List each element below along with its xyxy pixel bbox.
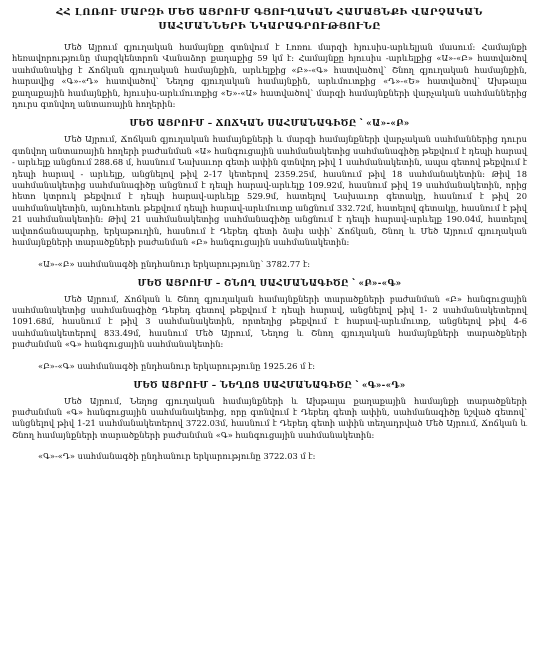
section-text-a-b: Մեծ Այրում, Ճոճկան գյուղական համայնքների և մարզի համայնքների վարչական սահմաններից դուրս գտնվող անտառային հողերի բաժանման «Ա» հանգուցային սահմանակետից սահմանագիծը թեքվում է դեպի հարավ - արևելք անցնում 288.68 մ, հասնում Նախաւոր գետի ափին գտնվող թիվ 1 սահմանակետին, ապա գետով թեքվում է դեպի հարավ - արևելք, անցնելով թիվ 2-17 կետերով 2359.25մ, հասնում թիվ 18 սահմանակետին: Թիվ 18 սահմանակետից սահմանագիծը անցնում է դեպի հարավ-արևելք 109.92մ, հասնում թիվ 19 սահմանակետին, որից հետո կտրուկ թեքվում է դեպի հարավ-արևելք 529.9մ, հատելով Նախաւոր գետակը, հասնում է թիվ 20 սահմանակետին, այնուհետև թեքվում դեպի հարավ-արևմուտք անցնում 332.72մ, հատելով գետակը, հասնում է թիվ 21 սահմանակետին: Թիվ 21 սահմանակետից սահմանագիծը անցնում է դեպի հարավ-արևելք 190.04մ, հատելով ավտոճանապարհը, երկաթուղին, հասնում է Դեբեդ գետի ձախ ափի՝ Ճոճկան, Շնող և Մեծ Այրում գյուղական համայնքների տարածքների բաժանման «Բ» հանգուցային սահմանակետին: xyxy=(12,134,527,248)
intro-paragraph: Մեծ Այրում գյուղական համայնքը գտնվում է Լոռու մարզի հյուսիս-արևելյան մասում: Համայնքի հեռավորությունը մարզկենտրոն Վանաձոր քաղաքից 59 կմ է: Համայնքը հյուսիս -արևելքից «Ա»-«Բ» հատվածով սահմանակից է Ճոճկան գյուղական համայնքին, արևելքից «Բ»-«Գ» հատվածով՝ Շնող գյուղական համայնքին, հարավից «Գ»-«Դ» հատվածով՝ Նեղոց գյուղական համայնքին, արևմուտքից «Դ»-«Ե» հատվածով՝ Ախթալա քաղաքային համայնքին, հյուսիս-արևմուտքից «Ե»-«Ա» հատվածով՝ մարզի համայնքների վարչական սահմաններից դուրս գտնվող անտառային հողերին: xyxy=(12,42,527,110)
section-text-b-g: Մեծ Այրում, Ճոճկան և Շնող գյուղական համայնքների տարածքների բաժանման «Բ» հանգուցային սահմանակետից սահմանագիծը Դեբեդ գետով թեքվում է դեպի հարավ, անցնելով թիվ 1- 2 սահմանակետերով 1091.68մ, հասնում է թիվ 3 սահմանակետին, որտեղից թեքվում է հարավ-արևմուտք, անցնելով թիվ 4-6 սահմանակետերով 833.49մ, հասնում Մեծ Այրում, Նեղոց և Շնող գյուղական համայնքների տարածքների բաժանման «Գ» հանգուցային սահմանակետին: xyxy=(12,293,527,350)
section-heading-a-b: ՄԵԾ ԱՅՐՈՒՄ – ՃՈՃԿԱՆ ՍԱՀՄԱՆԱԳԻԾԸ ՝ «Ա»-«Բ» xyxy=(129,119,410,130)
section-heading-b-g: ՄԵԾ ԱՅՐՈՒՄ – ՇՆՈՂ ՍԱՀՄԱՆԱԳԻԾԸ ՝ «Բ»-«Գ» xyxy=(137,278,402,289)
document-title-line-1: ՀՀ ԼՈՌՈՒ ՄԱՐԶԻ ՄԵԾ ԱՅՐՈՒՄ ԳՅՈՒՂԱԿԱՆ ՀԱՄԱՅՆՔԻ ՎԱՐՉԱԿԱՆ xyxy=(56,7,483,18)
section-summary-b-g: «Բ»-«Գ» սահմանագծի ընդհանուր երկարությունը 1925.26 մ է: xyxy=(38,360,316,371)
section-text-g-d: Մեծ Այրում, Նեղոց գյուղական համայնքների և Ախթալա քաղաքային համայնքի տարածքների բաժանման «Գ» հանգուցային սահմանակետից, որը գտնվում է Դեբեդ գետի ափին, սահմանագիծը նշված գետով՝ անցնելով թիվ 1-21 սահմանակետերով 3722.03մ, հասնում է Դեբեդ գետի ափին տեղադրված Մեծ Այրում, Ճոճկան և Շնող համայնքների տարածքների բաժանման «Գ» հանգուցային սահմանակետին: xyxy=(12,395,527,440)
section-heading-g-d: ՄԵԾ ԱՅՐՈՒՄ – ՆԵՂՈՑ ՍԱՀՄԱՆԱԳԻԾԸ ՝ «Գ»-«Դ» xyxy=(133,380,406,391)
document-title-line-2: ՍԱՀՄԱՆՆԵՐԻ ՆԿԱՐԱԳՐՈՒԹՅՈՒՆԸ xyxy=(158,21,381,32)
section-summary-g-d: «Գ»-«Դ» սահմանագծի ընդհանուր երկարությունը 3722.03 մ է: xyxy=(38,451,316,462)
document-title xyxy=(12,6,527,34)
section-summary-a-b: «Ա»-«Բ» սահմանագծի ընդհանուր երկարությունը՝ 3782.77 է: xyxy=(38,258,311,269)
